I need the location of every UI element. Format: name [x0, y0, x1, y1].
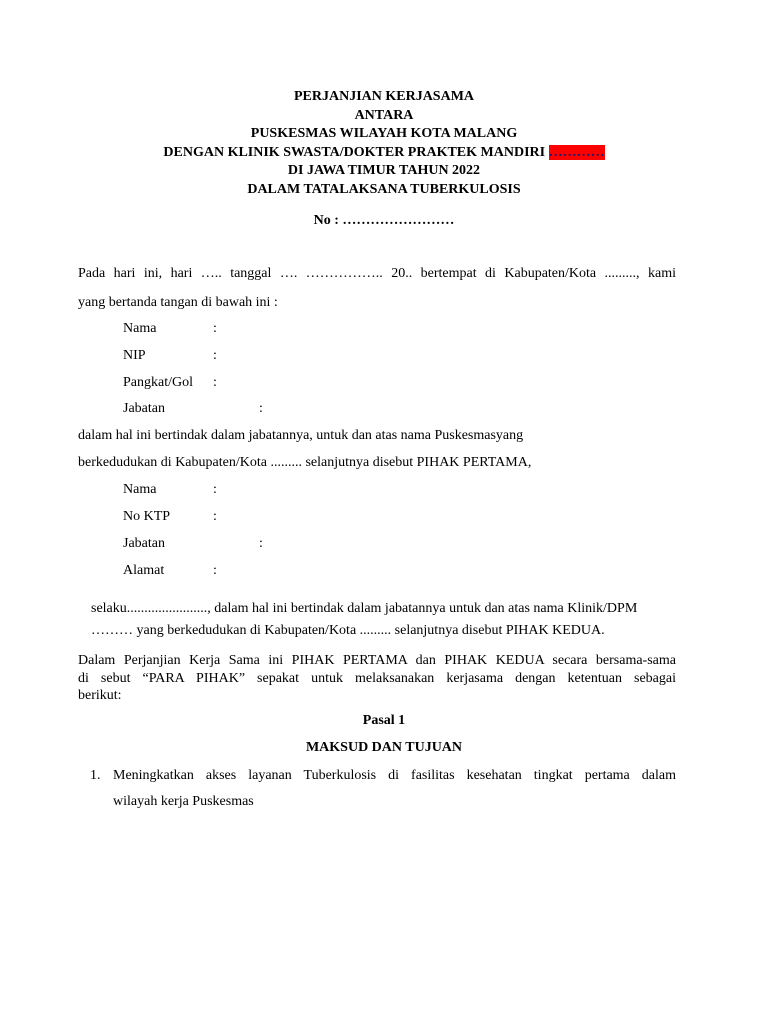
party2-text-line-2: ……… yang berkedudukan di Kabupaten/Kota ......... selanjutnya disebut PIHAK KEDUA. — [91, 623, 605, 638]
list-item-line-1: Meningkatkan akses layanan Tuberkulosis di fasilitas kesehatan tingkat pertama dalam — [113, 768, 676, 783]
document-number: No : …………………… — [313, 213, 455, 228]
intro-line-2: yang bertanda tangan di bawah ini : — [78, 295, 278, 310]
document-title — [0, 88, 768, 199]
list-item — [113, 768, 676, 784]
party2-field-label: Alamat — [123, 563, 165, 578]
party2-field-label: Jabatan — [123, 536, 165, 551]
agreement-line-1: Dalam Perjanjian Kerja Sama ini PIHAK PERTAMA dan PIHAK KEDUA secara bersama-sama — [78, 653, 676, 668]
pasal-number: Pasal 1 — [362, 713, 406, 728]
title-line-3: PUSKESMAS WILAYAH KOTA MALANG — [250, 126, 518, 141]
title-line-4 — [0, 144, 768, 163]
intro-line-1: Pada hari ini, hari ….. tanggal …. …………….. 20.. bertempat di Kabupaten/Kota ........., kami — [78, 266, 676, 281]
party1-field-label: Jabatan — [123, 401, 165, 416]
party2-text-line-1: selaku......................., dalam hal ini bertindak dalam jabatannya untuk dan atas nama Klinik/DPM — [91, 601, 638, 616]
agreement-line-3: berikut: — [78, 688, 122, 703]
party2-field-label: Nama — [123, 482, 157, 497]
party1-field-label: Pangkat/Gol — [123, 375, 193, 390]
party2-field-colon: : — [213, 482, 217, 497]
party1-field-label: NIP — [123, 348, 146, 363]
party1-field-colon: : — [259, 401, 263, 416]
title-line-2: ANTARA — [354, 107, 414, 123]
party1-field-colon: : — [213, 375, 217, 390]
title-line-1: PERJANJIAN KERJASAMA — [293, 89, 475, 104]
party1-text-line-1: dalam hal ini bertindak dalam jabatannya, untuk dan atas nama Puskesmasyang — [78, 428, 524, 443]
party1-field-label: Nama — [123, 321, 157, 336]
title-line-4-text: DENGAN KLINIK SWASTA/DOKTER PRAKTEK MANDIRI — [163, 144, 546, 160]
intro-paragraph — [78, 266, 676, 282]
list-item-line-2: wilayah kerja Puskesmas — [113, 794, 254, 809]
party2-field-colon: : — [259, 536, 263, 551]
redacted-clinic-name: ………… — [548, 144, 605, 160]
party2-field-colon: : — [213, 563, 217, 578]
party1-text-line-2: berkedudukan di Kabupaten/Kota ......... selanjutnya disebut PIHAK PERTAMA, — [78, 455, 532, 470]
pasal-title: MAKSUD DAN TUJUAN — [305, 740, 463, 755]
party1-field-colon: : — [213, 321, 217, 336]
party2-field-colon: : — [213, 509, 217, 524]
title-line-5: DI JAWA TIMUR TAHUN 2022 — [287, 163, 481, 178]
party2-field-label: No KTP — [123, 509, 171, 524]
list-item-number: 1. — [90, 768, 101, 783]
agreement-line-2: di sebut “PARA PIHAK” sepakat untuk melaksanakan kerjasama dengan ketentuan sebagai — [78, 670, 676, 686]
party1-field-colon: : — [213, 348, 217, 363]
agreement-paragraph — [78, 652, 676, 705]
title-line-6: DALAM TATALAKSANA TUBERKULOSIS — [247, 181, 521, 197]
